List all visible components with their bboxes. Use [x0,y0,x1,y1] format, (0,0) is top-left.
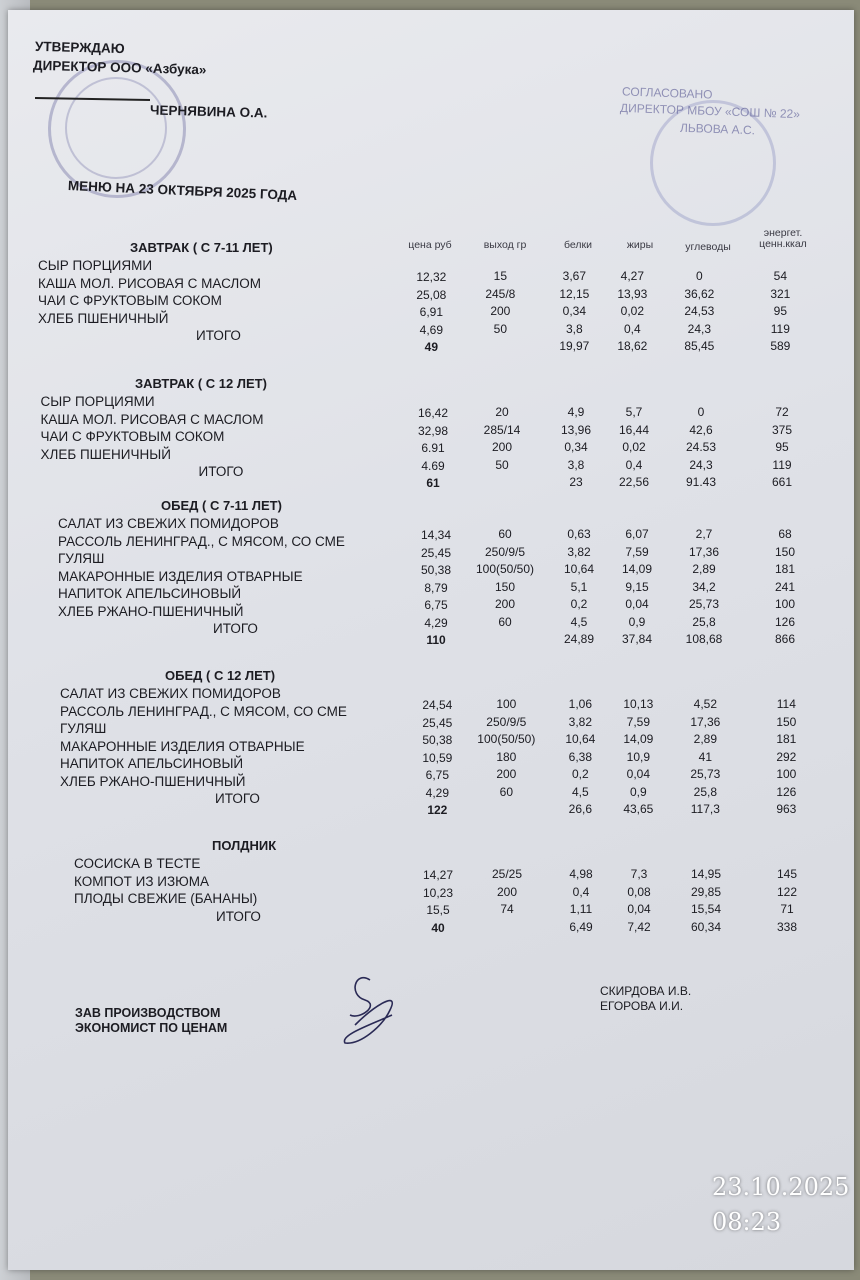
menu-item-protein: 0,34 [564,440,588,454]
total-price: 110 [426,633,446,647]
menu-item-fat: 13,93 [617,286,648,301]
menu-item-kcal: 181 [774,562,796,576]
menu-item-carbs: 25,73 [690,767,721,781]
column-header: жиры [626,239,654,251]
total-fat: 22,56 [618,475,650,489]
menu-item-kcal: 292 [776,749,797,764]
menu-item-protein: 6,38 [568,749,592,764]
menu-item-kcal: 145 [776,867,798,881]
menu-item-protein: 3,8 [567,457,585,472]
menu-item-protein: 3,82 [568,714,592,729]
menu-item-price: 16,42 [417,406,449,420]
menu-item-fat: 6,07 [625,527,649,541]
footer-name-economist: ЕГОРОВА И.И. [600,999,684,1013]
menu-item-kcal: 375 [771,422,793,437]
menu-item-price: 15,5 [426,903,450,917]
menu-item-kcal: 181 [776,732,797,746]
menu-item-fat: 9,15 [625,579,649,594]
menu-item-price: 4,29 [425,785,449,800]
menu-item-protein: 10,64 [563,562,595,576]
column-header: энергет. ценн.ккал [759,227,807,250]
menu-item-kcal: 119 [772,457,792,472]
menu-item-name: ХЛЕБ РЖАНО-ПШЕНИЧНЫЙ [60,773,246,789]
menu-item-kcal: 72 [775,405,789,419]
menu-item-fat: 14,09 [623,732,654,746]
menu-item-name: ГУЛЯШ [58,551,105,566]
menu-item-name: МАКАРОННЫЕ ИЗДЕЛИЯ ОТВАРНЫЕ [58,568,303,584]
menu-item-kcal: 71 [780,902,794,916]
total-carbs: 85,45 [684,339,715,353]
menu-item-kcal: 119 [770,321,790,336]
menu-item-price: 10,23 [422,885,454,900]
total-fat: 37,84 [621,632,653,646]
section-title: ЗАВТРАК ( С 7-11 ЛЕТ) [130,240,273,255]
menu-item-price: 4,29 [424,615,448,630]
menu-item-fat: 0,02 [622,440,646,454]
menu-item-weight: 250/9/5 [484,544,526,559]
menu-item-weight: 100 [496,697,517,711]
menu-item-weight: 200 [496,767,517,781]
menu-item-fat: 10,9 [626,749,650,764]
menu-item-carbs: 2,7 [695,527,713,541]
section-title: ПОЛДНИК [212,838,277,853]
menu-item-fat: 10,13 [623,697,654,711]
menu-item-weight: 100(50/50) [477,732,536,746]
menu-item-name: МАКАРОННЫЕ ИЗДЕЛИЯ ОТВАРНЫЕ [60,738,305,754]
menu-item-weight: 25/25 [491,867,523,881]
menu-item-weight: 50 [495,457,509,472]
total-carbs: 60,34 [690,919,722,934]
menu-item-weight: 74 [500,902,514,916]
menu-item-kcal: 321 [770,286,791,301]
menu-item-name: СОСИСКА В ТЕСТЕ [74,856,201,871]
total-protein: 23 [569,475,583,489]
total-protein: 26,6 [568,802,592,816]
total-protein: 6,49 [569,919,593,934]
menu-item-kcal: 95 [773,304,787,318]
menu-item-name: ЧАИ С ФРУКТОВЫМ СОКОМ [40,429,225,444]
menu-item-protein: 4,5 [571,784,589,799]
menu-item-weight: 60 [498,614,512,629]
menu-item-carbs: 25,73 [688,597,720,611]
menu-item-carbs: 24,3 [689,457,713,472]
column-header: цена руб [408,239,452,251]
photo-date: 23.10.2025 [712,1173,850,1201]
menu-item-protein: 0,2 [571,767,589,781]
total-price: 61 [426,476,440,490]
menu-item-carbs: 24,53 [684,304,715,318]
menu-item-kcal: 126 [774,614,796,629]
menu-item-kcal: 150 [774,544,796,559]
menu-item-price: 25,45 [420,545,452,560]
menu-item-price: 4,69 [419,322,443,337]
menu-item-name: РАССОЛЬ ЛЕНИНГРАД., С МЯСОМ, СО СМЕ [60,703,347,719]
menu-item-price: 4.69 [421,458,445,473]
menu-item-protein: 3,82 [567,544,591,559]
menu-item-price: 14,27 [422,868,454,882]
menu-item-kcal: 68 [778,527,792,541]
menu-item-fat: 0,04 [626,767,650,781]
menu-item-fat: 0,08 [627,884,651,899]
menu-item-price: 25,08 [416,287,447,302]
menu-item-price: 8,79 [424,580,448,595]
total-fat: 18,62 [617,339,648,353]
menu-item-protein: 4,5 [570,614,588,629]
menu-item-weight: 245/8 [485,286,516,301]
menu-item-weight: 20 [495,405,509,419]
menu-item-protein: 4,9 [567,405,585,419]
menu-item-name: САЛАТ ИЗ СВЕЖИХ ПОМИДОРОВ [58,516,279,531]
menu-item-price: 14,34 [420,528,452,542]
total-protein: 24,89 [563,632,595,646]
menu-item-fat: 0,02 [620,304,644,318]
menu-item-name: ХЛЕБ РЖАНО-ПШЕНИЧНЫЙ [58,603,244,619]
column-header: белки [564,239,592,251]
menu-item-protein: 3,8 [565,321,583,336]
menu-item-carbs: 41 [698,749,712,764]
menu-item-carbs: 36,62 [684,286,715,301]
menu-item-protein: 12,15 [559,286,590,301]
menu-item-carbs: 25,8 [692,614,716,629]
menu-item-protein: 13,96 [560,422,592,437]
menu-item-protein: 0,2 [570,597,588,611]
total-carbs: 91.43 [685,475,717,489]
total-carbs: 117,3 [690,802,720,816]
menu-item-price: 6,75 [425,768,449,782]
footer-role-economist: ЭКОНОМИСТ ПО ЦЕНАМ [75,1021,228,1035]
menu-item-carbs: 17,36 [690,714,721,729]
menu-item-kcal: 114 [776,697,796,711]
menu-item-kcal: 100 [776,767,797,781]
menu-item-price: 6,75 [424,598,448,612]
column-header: углеводы [685,241,731,253]
menu-item-carbs: 15,54 [690,902,722,916]
menu-item-weight: 285/14 [483,422,521,437]
menu-title: МЕНЮ НА 23 ОКТЯБРЯ 2025 ГОДА [67,178,298,203]
menu-item-fat: 0,04 [625,597,649,611]
column-header: выход гр [483,239,527,251]
menu-item-price: 24,54 [422,698,453,712]
menu-item-name: КАША МОЛ. РИСОВАЯ С МАСЛОМ [40,411,264,427]
menu-item-fat: 5,7 [625,405,643,419]
section-title: ОБЕД ( С 7-11 ЛЕТ) [161,498,282,513]
menu-item-protein: 1,11 [569,902,593,916]
total-label: ИТОГО [213,621,258,636]
menu-item-weight: 60 [499,784,513,799]
menu-item-name: СЫР ПОРЦИЯМИ [40,394,155,409]
menu-item-fat: 7,59 [625,544,649,559]
menu-item-carbs: 0 [695,269,703,283]
menu-item-fat: 0,9 [628,614,646,629]
total-carbs: 108,68 [685,632,723,646]
menu-item-kcal: 241 [774,579,796,594]
menu-item-fat: 7,59 [626,714,650,729]
total-kcal: 963 [776,802,797,816]
menu-item-fat: 16,44 [618,422,650,437]
menu-item-protein: 0,34 [562,304,586,318]
agreement-heading: СОГЛАСОВАНО [621,84,713,102]
menu-item-name: ХЛЕБ ПШЕНИЧНЫЙ [38,310,169,326]
menu-item-name: КОМПОТ ИЗ ИЗЮМА [74,873,210,889]
menu-item-name: КАША МОЛ. РИСОВАЯ С МАСЛОМ [38,275,262,291]
approval-heading: УТВЕРЖДАЮ [34,38,125,57]
menu-item-name: ГУЛЯШ [60,721,107,736]
total-price: 49 [424,340,438,354]
menu-item-carbs: 24,3 [687,321,711,336]
menu-item-name: НАПИТОК АПЕЛЬСИНОВЫЙ [58,586,242,601]
menu-item-fat: 0,9 [629,784,647,799]
total-label: ИТОГО [198,464,244,479]
total-kcal: 338 [776,919,798,934]
agreement-title: ДИРЕКТОР МБОУ «СОШ № 22» [619,100,801,122]
total-protein: 19,97 [559,339,590,353]
menu-item-carbs: 17,36 [688,544,720,559]
menu-item-name: САЛАТ ИЗ СВЕЖИХ ПОМИДОРОВ [60,686,281,701]
menu-item-carbs: 34,2 [692,579,716,594]
menu-item-name: НАПИТОК АПЕЛЬСИНОВЫЙ [60,756,244,771]
menu-item-name: ХЛЕБ ПШЕНИЧНЫЙ [40,446,171,462]
menu-item-price: 12,32 [416,270,447,284]
menu-item-carbs: 42,6 [689,422,713,437]
menu-item-carbs: 2,89 [693,732,717,746]
menu-item-fat: 0,4 [625,457,643,472]
menu-item-price: 50,38 [422,733,453,747]
menu-item-weight: 180 [496,749,517,764]
agreement-name: ЛЬВОВА А.С. [679,120,756,138]
menu-item-weight: 200 [496,884,518,899]
footer-role-production: ЗАВ ПРОИЗВОДСТВОМ [75,1006,221,1020]
menu-item-name: ПЛОДЫ СВЕЖИЕ (БАНАНЫ) [74,891,258,906]
menu-item-fat: 4,27 [620,269,644,283]
photo-time: 08:23 [712,1208,782,1236]
total-label: ИТОГО [196,328,241,343]
menu-item-carbs: 29,85 [690,884,722,899]
total-fat: 7,42 [627,919,651,934]
total-kcal: 866 [774,632,796,646]
menu-item-protein: 5,1 [570,579,588,594]
menu-item-weight: 60 [498,527,512,541]
menu-item-kcal: 150 [776,714,797,729]
menu-item-name: ЧАИ С ФРУКТОВЫМ СОКОМ [38,293,222,308]
menu-item-kcal: 95 [775,440,789,454]
total-kcal: 661 [771,475,793,489]
handwritten-signature [330,965,410,1055]
menu-item-kcal: 126 [776,784,797,799]
menu-item-price: 10,59 [422,750,453,765]
menu-item-weight: 100(50/50) [475,562,535,576]
footer-name-production: СКИРДОВА И.В. [600,984,692,998]
menu-item-price: 50,38 [420,563,452,577]
menu-item-weight: 250/9/5 [486,714,527,729]
menu-item-carbs: 14,95 [690,867,722,881]
menu-item-weight: 200 [491,440,513,454]
menu-item-carbs: 0 [697,405,705,419]
menu-item-carbs: 25,8 [693,784,717,799]
approval-name: ЧЕРНЯВИНА О.А. [149,102,268,121]
menu-item-weight: 200 [494,597,516,611]
menu-item-weight: 50 [493,321,507,336]
menu-item-weight: 200 [490,304,511,318]
menu-item-price: 6,91 [419,305,443,319]
total-label: ИТОГО [216,908,261,924]
menu-item-carbs: 24.53 [685,440,717,454]
total-kcal: 589 [770,339,791,353]
menu-item-carbs: 4,52 [693,697,717,711]
menu-item-weight: 15 [493,269,507,283]
menu-item-name: СЫР ПОРЦИЯМИ [38,258,153,273]
total-price: 40 [431,920,445,935]
menu-item-name: РАССОЛЬ ЛЕНИНГРАД., С МЯСОМ, СО СМЕ [58,533,345,549]
menu-item-price: 25,45 [422,715,453,730]
menu-item-price: 6.91 [421,441,445,455]
menu-item-protein: 4,98 [569,867,593,881]
menu-item-price: 32,98 [417,423,449,438]
section-title: ОБЕД ( С 12 ЛЕТ) [165,668,276,683]
menu-item-protein: 10,64 [565,732,596,746]
menu-item-fat: 14,09 [621,562,653,576]
menu-item-weight: 150 [494,579,516,594]
total-price: 122 [427,803,448,817]
menu-item-protein: 3,67 [562,269,586,283]
menu-item-fat: 0,4 [623,321,641,336]
menu-item-kcal: 122 [776,884,798,899]
total-label: ИТОГО [215,791,260,806]
total-fat: 43,65 [623,802,654,816]
menu-item-protein: 0,63 [567,527,591,541]
menu-item-kcal: 54 [773,269,787,283]
menu-item-fat: 7,3 [630,867,648,881]
menu-item-kcal: 100 [774,597,796,611]
menu-item-protein: 1,06 [568,697,592,711]
approval-title: ДИРЕКТОР ООО «Азбука» [32,57,207,78]
menu-item-carbs: 2,89 [692,562,716,576]
menu-item-protein: 0,4 [572,884,590,899]
section-title: ЗАВТРАК ( С 12 ЛЕТ) [135,376,267,391]
menu-item-fat: 0,04 [627,902,651,916]
